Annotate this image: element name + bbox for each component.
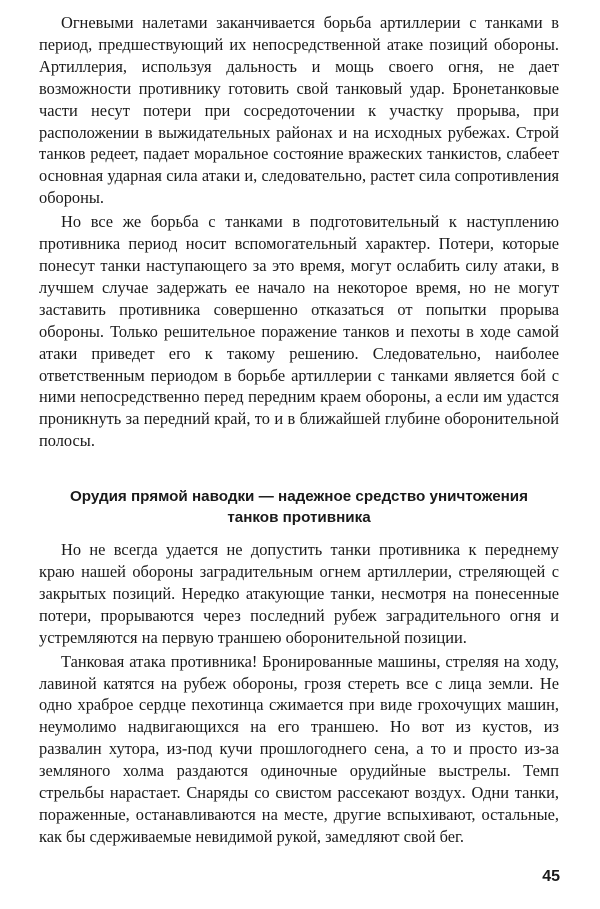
paragraph-1: Огневыми налетами заканчивается борьба артиллерии с танками в период, предшествующий их непосредственной атаке позиций обороны. Артиллерия, используя дальность и мощь своего огня, не дает возможности противнику готовить свой танковый удар. Бронетанковые части несут потери при сосредоточении к участку прорыва, при расположении в выжидательных районах и на исходных рубежах. Строй танков редеет, падает моральное состояние вражеских танкистов, слабеет основная ударная сила атаки и, следовательно, растет сила сопротивления обороны. [39, 13, 559, 208]
paragraph-2: Но все же борьба с танками в подготовительный к наступлению противника период носит вспомогательный характер. Потери, которые понесут танки наступающего за это время, могут ослабить силу атаки, в лучшем случае задержать ее начало на некоторое время, но не могут заставить противника совершенно отказаться от попытки прорыва обороны. Только решительное поражение танков и пехоты в ходе самой атаки приведет его к такому решению. Следовательно, наиболее ответственным периодом в борьбе артиллерии с танками является бой с ними непосредственно перед передним краем обороны, а если им удастся проникнуть за передний край, то и в ближайшей глубине оборонительной полосы. [39, 212, 559, 451]
section-heading-line-1: Орудия прямой наводки — надежное средство уничтожения [69, 488, 529, 506]
section-heading [39, 486, 559, 528]
page-number: 45 [542, 868, 560, 885]
page-body [39, 12, 559, 848]
paragraph-4: Танковая атака противника! Бронированные машины, стреляя на ходу, лавиной катятся на рубеж обороны, грозя стереть все с лица земли. Не одно храброе сердце пехотинца сжимается при виде грохочущих машин, неумолимо надвигающихся на его траншею. Но вот из кустов, из развалин хутора, из-под кучи прошлогоднего сена, а то и просто из-за земляного холма раздаются одиночные орудийные выстрелы. Темп стрельбы нарастает. Снаряды со свистом рассекают воздух. Одни танки, пораженные, останавливаются на месте, другие вспыхивают, остальные, как бы сдерживаемые невидимой рукой, замедляют свой бег. [39, 651, 559, 846]
paragraph-3: Но не всегда удается не допустить танки противника к переднему краю нашей обороны заградительным огнем артиллерии, стреляющей с закрытых позиций. Нередко атакующие танки, несмотря на понесенные потери, прорываются через последний рубеж заградительного огня и устремляются на первую траншею оборонительной позиции. [39, 540, 559, 647]
section-heading-line-2: танков противника [227, 509, 371, 527]
